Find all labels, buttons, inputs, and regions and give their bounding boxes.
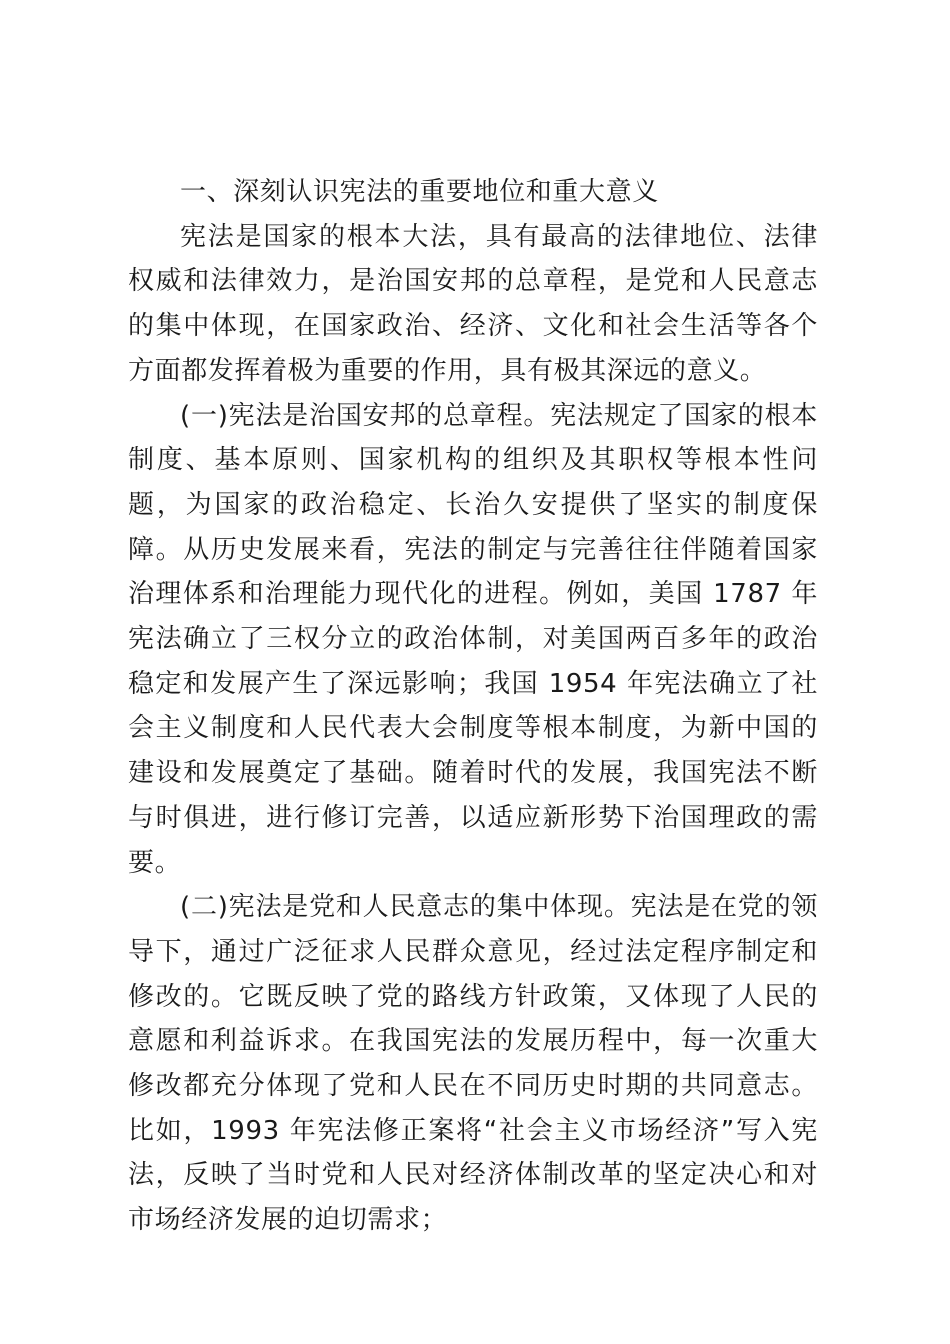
section-heading: 一、深刻认识宪法的重要地位和重大意义 [180,177,659,207]
paragraph-intro: 宪法是国家的根本大法，具有最高的法律地位、法律权威和法律效力，是治国安邦的总章程，是党和人民意志的集中体现，在国家政治、经济、文化和社会生活等各个方面都发挥着极为重要的作用，具有极其深远的意义。 [128,221,818,386]
paragraph-part-one: (一)宪法是治国安邦的总章程。宪法规定了国家的根本制度、基本原则、国家机构的组织及其职权等根本性问题，为国家的政治稳定、长治久安提供了坚实的制度保障。从历史发展来看，宪法的制定与完善往往伴随着国家治理体系和治理能力现代化的进程。例如，美国 1787 年宪法确立了三权分立的政治体制，对美国两百多年的政治稳定和发展产生了深远影响；我国 1954 年宪法确立了社会主义制度和人民代表大会制度等根本制度，为新中国的建设和发展奠定了基础。随着时代的发展，我国宪法不断与时俱进，进行修订完善，以适应新形势下治国理政的需要。 [128,400,818,878]
paragraph-part-two: (二)宪法是党和人民意志的集中体现。宪法是在党的领导下，通过广泛征求人民群众意见，经过法定程序制定和修改的。它既反映了党的路线方针政策，又体现了人民的意愿和利益诉求。在我国宪法的发展历程中，每一次重大修改都充分体现了党和人民在不同历史时期的共同意志。比如，1993 年宪法修正案将“社会主义市场经济”写入宪法，反映了当时党和人民对经济体制改革的坚定决心和对市场经济发展的迫切需求； [128,892,818,1236]
document-body [128,170,818,1243]
